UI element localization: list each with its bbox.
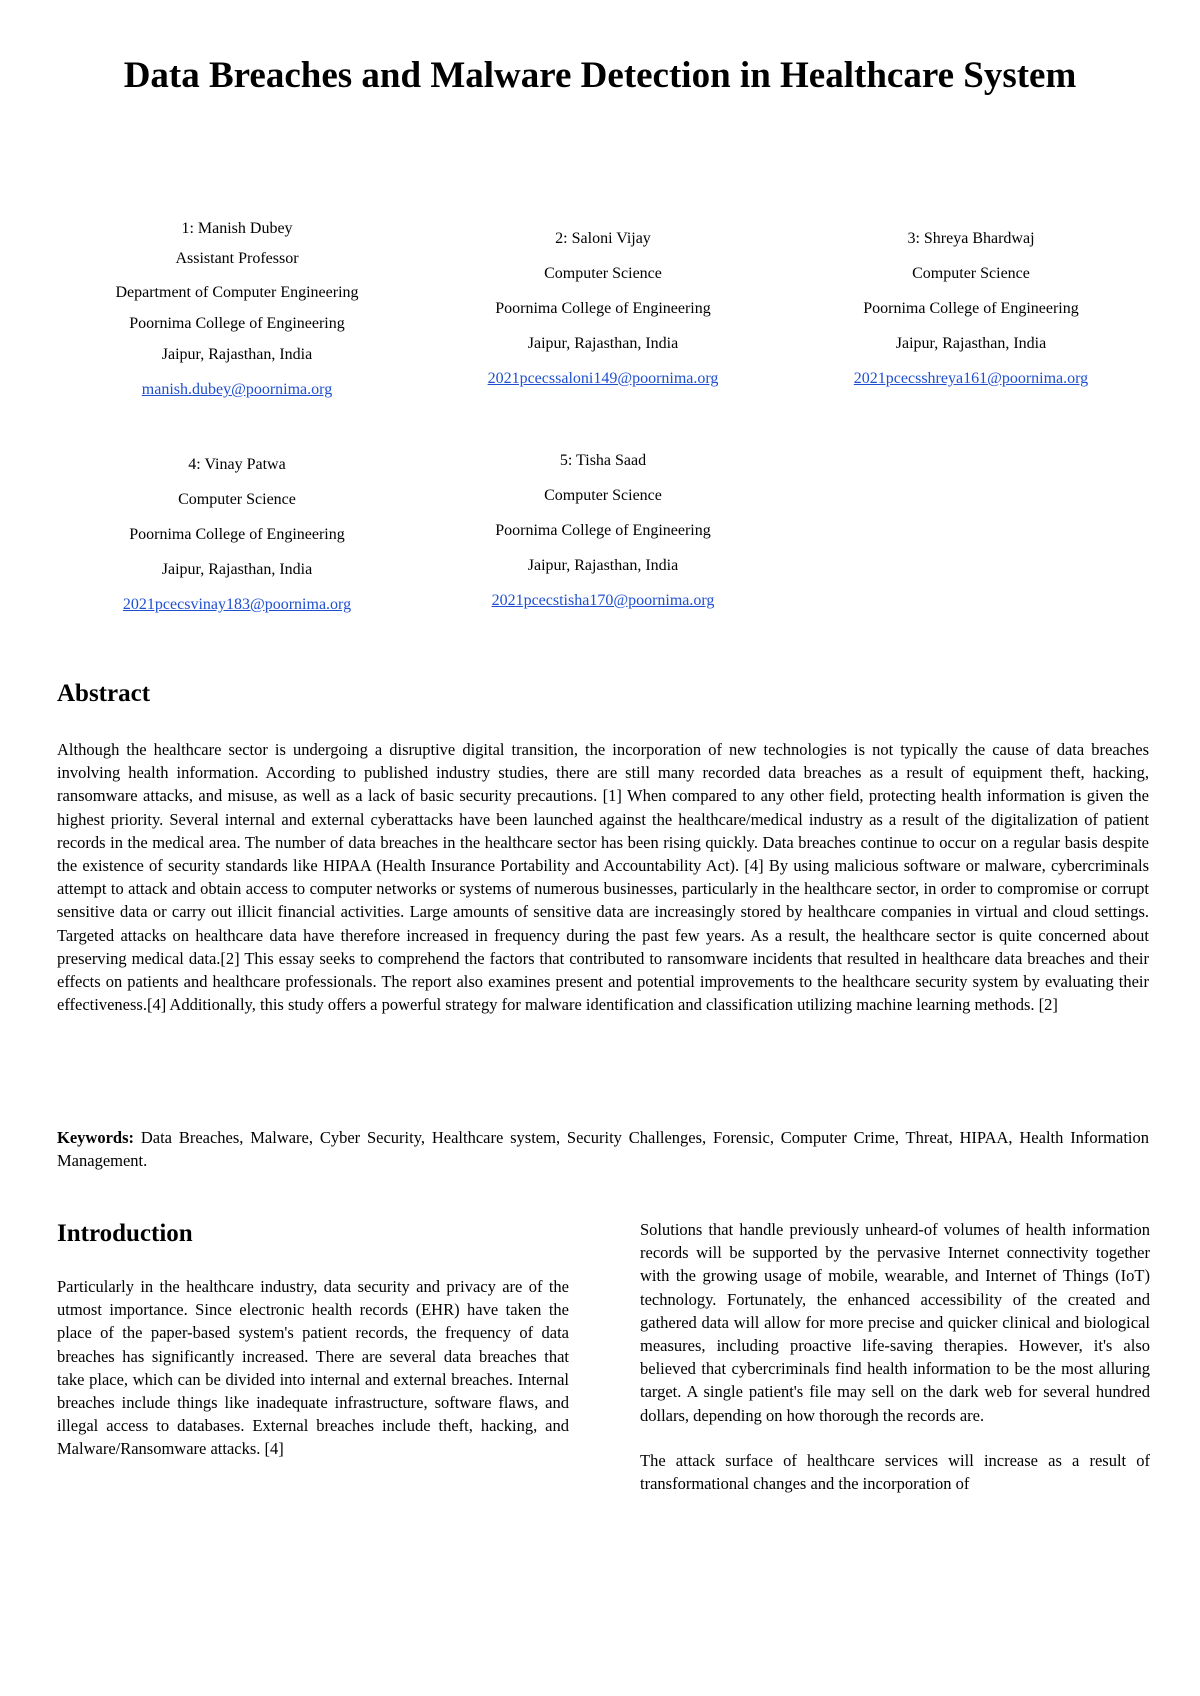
author-email-link[interactable]: manish.dubey@poornima.org (141, 381, 333, 398)
author-email-link[interactable]: 2021pcecsvinay183@poornima.org (122, 596, 352, 613)
author-block-1 (77, 218, 397, 400)
author-name: 4: Vinay Patwa (188, 456, 286, 473)
author-name: 3: Shreya Bhardwaj (907, 230, 1035, 247)
author-name: 5: Tisha Saad (559, 452, 647, 469)
author-college: Poornima College of Engineering (495, 300, 711, 317)
keywords-text: Data Breaches, Malware, Cyber Security, Healthcare system, Security Challenges, Forensic, Computer Crime, Threat, HIPAA, Health Information Management. (57, 1128, 1149, 1171)
author-name: 2: Saloni Vijay (555, 230, 651, 247)
author-college: Poornima College of Engineering (129, 526, 345, 543)
author-department: Computer Science (544, 487, 662, 504)
author-location: Jaipur, Rajasthan, India (161, 346, 313, 363)
author-department: Computer Science (544, 265, 662, 282)
introduction-right-column (640, 1218, 1150, 1517)
author-college: Poornima College of Engineering (495, 522, 711, 539)
author-block-4 (77, 454, 397, 615)
author-department: Computer Science (912, 265, 1030, 282)
keywords-paragraph (57, 1126, 1149, 1172)
abstract-text: Although the healthcare sector is undergoing a disruptive digital transition, the incorporation of new technologies is not typically the cause of data breaches involving health information. According to published industry studies, there are still many recorded data breaches as a result of equipment theft, hacking, ransomware attacks, and misuse, as well as a lack of basic security precautions. [1] When compared to any other field, protecting health information is given the highest priority. Several internal and external cyberattacks have been launched against the healthcare/medical industry as a result of the digitalization of patient records in the medical area. The number of data breaches in the healthcare sector has been rising quickly. Data breaches continue to occur on a regular basis despite the existence of security standards like HIPAA (Health Insurance Portability and Accountability Act). [4] By using malicious software or malware, cybercriminals attempt to attack and obtain access to computer networks or systems of numerous businesses, particularly in the healthcare sector, in order to compromise or corrupt sensitive data or carry out illicit financial activities. Large amounts of sensitive data are increasingly stored by healthcare companies in virtual and cloud settings. Targeted attacks on healthcare data have therefore increased in frequency during the past few years. As a result, the healthcare sector is quite concerned about preserving medical data.[2] This essay seeks to comprehend the factors that contributed to ransomware incidents that resulted in healthcare data breaches and their effects on patients and healthcare professionals. The report also examines present and potential improvements to the healthcare security system by evaluating their effectiveness.[4] Additionally, this study offers a powerful strategy for malware identification and classification utilizing machine learning methods. [2] (57, 740, 1149, 1015)
author-college: Poornima College of Engineering (863, 300, 1079, 317)
author-block-3 (811, 228, 1131, 389)
introduction-left-paragraph: Particularly in the healthcare industry, data security and privacy are of the utmost importance. Since electronic health records (EHR) have taken the place of the paper-based system's patient records, the frequency of data breaches has significantly increased. There are several data breaches that take place, which can be divided into internal and external breaches. Internal breaches include things like inadequate infrastructure, software flaws, and illegal access to databases. External breaches include theft, hacking, and Malware/Ransomware attacks. [4] (57, 1277, 569, 1459)
introduction-heading: Introduction (57, 1220, 193, 1247)
author-location: Jaipur, Rajasthan, India (161, 561, 313, 578)
author-email-link[interactable]: 2021pcecssaloni149@poornima.org (487, 370, 719, 387)
author-location: Jaipur, Rajasthan, India (527, 335, 679, 352)
author-location: Jaipur, Rajasthan, India (527, 557, 679, 574)
author-department: Computer Science (178, 491, 296, 508)
introduction-right-paragraph-2: The attack surface of healthcare services will increase as a result of transformational changes and the incorporation of (640, 1450, 1150, 1494)
introduction-right-paragraph-1: Solutions that handle previously unheard-of volumes of health information records will be supported by the pervasive Internet connectivity together with the growing usage of mobile, wearable, and Internet of Things (IoT) technology. Fortunately, the enhanced accessibility of the created and gathered data will allow for more precise and quicker clinical and biological measures, including proactive life-saving therapies. However, it's also believed that cybercriminals find health information to be the most alluring target. A single patient's file may sell on the dark web for several hundred dollars, depending on how thorough the records are. (640, 1220, 1150, 1425)
author-department: Department of Computer Engineering (115, 284, 359, 301)
author-college: Poornima College of Engineering (129, 315, 345, 332)
paper-title: Data Breaches and Malware Detection in Healthcare System (123, 55, 1077, 96)
author-email-link[interactable]: 2021pcecstisha170@poornima.org (491, 592, 715, 609)
author-location: Jaipur, Rajasthan, India (895, 335, 1047, 352)
abstract-heading: Abstract (57, 680, 151, 707)
author-role: Assistant Professor (175, 250, 299, 267)
author-block-5 (443, 450, 763, 611)
author-block-2 (443, 228, 763, 389)
author-email-link[interactable]: 2021pcecsshreya161@poornima.org (853, 370, 1089, 387)
keywords-label: Keywords: (57, 1128, 134, 1147)
author-name: 1: Manish Dubey (181, 220, 293, 237)
